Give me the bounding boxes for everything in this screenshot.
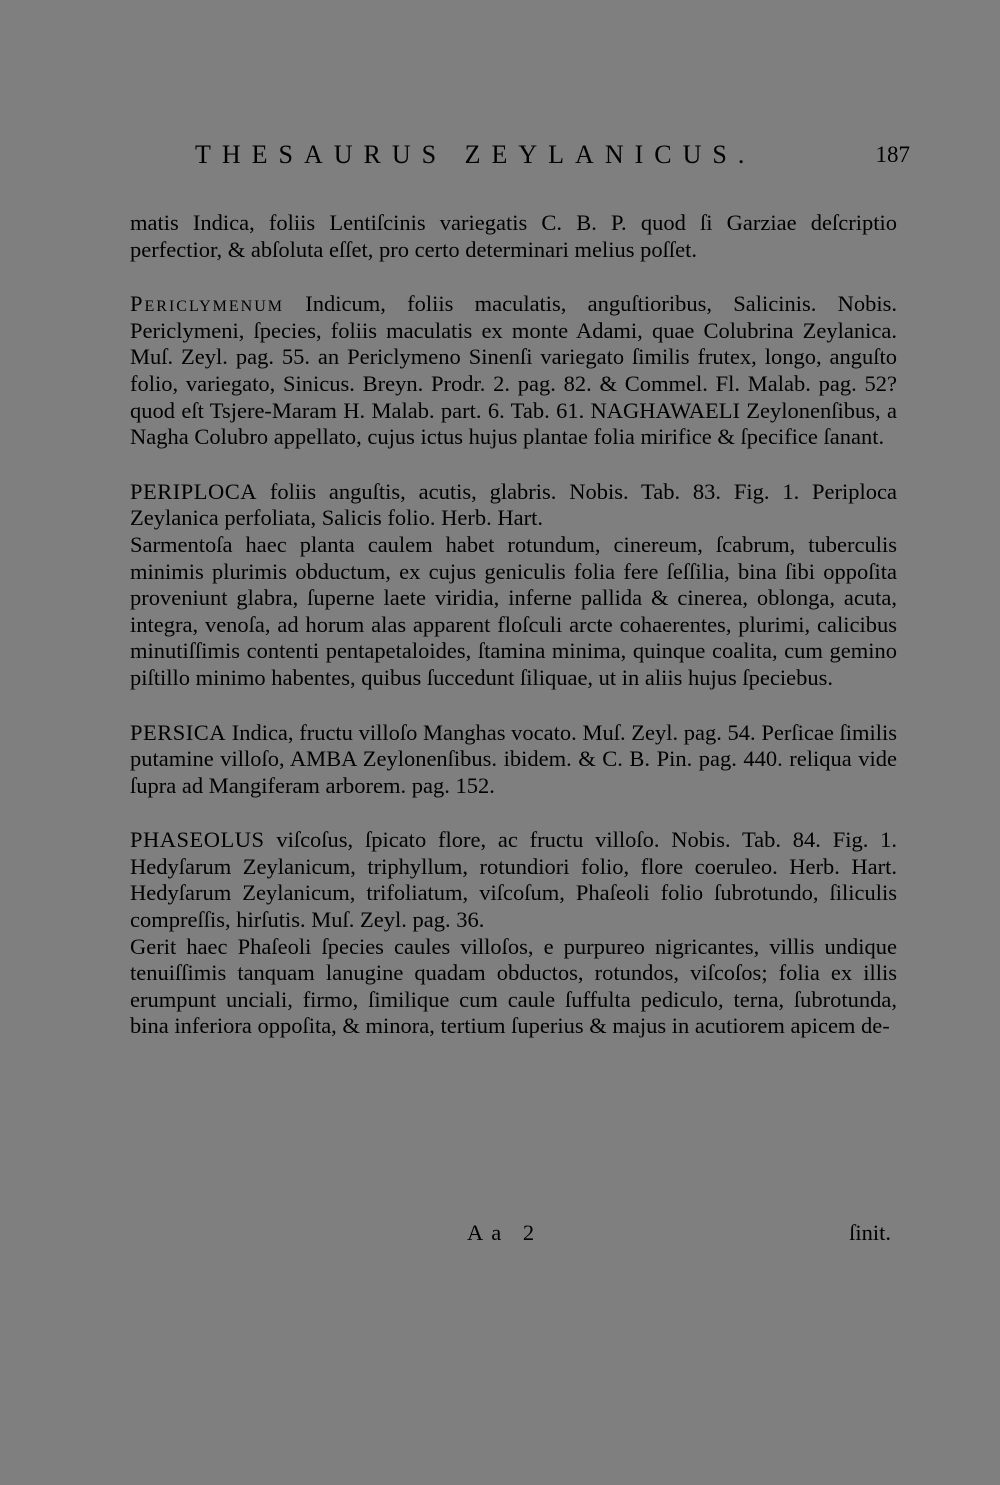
entry-text: Indica, fructu villoſo Manghas vocato. Muſ. Zeyl. pag. 54. Perſicae ſimilis putamine villoſo, AMBA Zeylonenſibus. ibidem. & C. B. Pin. pag. 440. reliqua vide ſupra ad Mangiferam arborem. pag. 152. bbox=[130, 719, 897, 798]
entry-text: matis Indica, foliis Lentiſcinis variegatis C. B. P. quod ſi Garziae deſcriptio perfectior, & abſoluta eſſet, pro certo determinari melius poſſet. bbox=[130, 210, 897, 262]
entry-paragraph bbox=[102, 291, 897, 451]
page-footer bbox=[102, 1220, 897, 1248]
entry-text: foliis anguſtis, acutis, glabris. Nobis. Tab. 83. Fig. 1. Periploca Zeylanica perfoliata, Salicis folio. Herb. Hart. bbox=[130, 478, 897, 531]
entry-periclymenum bbox=[102, 291, 897, 451]
entry-description: Gerit haec Phaſeoli ſpecies caules villoſos, e purpureo nigricantes, villis undique tenuiſſimis tanquam lanugine quadam obductos, rotundos, viſcoſos; folia ex illis erumpunt unciali, firmo, ſimilique cum caule ſuffulta pediculo, terna, ſubrotunda, bina inferiora oppoſita, & minora, tertium ſuperius & majus in acutiorem apicem de- bbox=[130, 933, 897, 1039]
running-title: THESAURUS ZEYLANICUS. bbox=[195, 140, 756, 169]
entry-periploca bbox=[102, 479, 897, 692]
catchword: ſinit. bbox=[849, 1220, 891, 1245]
page-number: 187 bbox=[875, 142, 910, 167]
entry-continuation bbox=[102, 210, 897, 263]
entry-text: Indicum, foliis maculatis, anguſtioribus, Salicinis. Nobis. Periclymeni, ſpecies, foliis maculatis ex monte Adami, quae Colubrina Zeylanica. Muſ. Zeyl. pag. 55. an Periclymeno Sinenſi variegato ſimilis frutex, longo, anguſto folio, variegato, Sinicus. Breyn. Prodr. 2. pag. 82. & Commel. Fl. Malab. pag. 52? quod eſt Tsjere-Maram H. Malab. part. 6. Tab. 61. NAGHAWAELI Zeylonenſibus, a Nagha Colubro appellato, cujus ictus hujus plantae folia mirifice & ſpecifice ſanant. bbox=[130, 291, 897, 450]
entry-paragraph bbox=[102, 827, 897, 933]
signature-mark: Aa 2 bbox=[467, 1220, 543, 1245]
entry-lemma: Periclymenum bbox=[130, 291, 285, 317]
page-body bbox=[102, 210, 897, 1068]
entry-lemma: PERIPLOCA bbox=[130, 478, 258, 504]
entry-persica bbox=[102, 720, 897, 800]
page-header bbox=[195, 140, 910, 176]
entry-lemma: PERSICA bbox=[130, 719, 227, 745]
entry-lemma: PHASEOLUS bbox=[130, 827, 265, 853]
entry-phaseolus bbox=[102, 827, 897, 1040]
entry-description: Sarmentoſa haec planta caulem habet rotundum, cinereum, ſcabrum, tuberculis minimis plurimis obductum, ex cujus geniculis folia fere ſeſſilia, bina ſibi oppoſita proveniunt glabra, ſuperne laete viridia, inferne pallida & cinerea, oblonga, acuta, integra, venoſa, ad horum alas apparent floſculi arcte cohaerentes, plurimi, calicibus minutiſſimis contenti pentapetaloides, ſtamina minima, quinque coalita, cum gemino piſtillo minimo habentes, quibus ſuccedunt ſiliquae, ut in aliis hujus ſpeciebus. bbox=[130, 531, 897, 690]
entry-paragraph bbox=[102, 720, 897, 800]
entry-paragraph bbox=[102, 479, 897, 532]
entry-text: viſcoſus, ſpicato flore, ac fructu villoſo. Nobis. Tab. 84. Fig. 1. Hedyſarum Zeylanicum, triphyllum, rotundiori folio, flore coeruleo. Herb. Hart. Hedyſarum Zeylanicum, trifoliatum, viſcoſum, Phaſeoli folio ſubrotundo, ſiliculis compreſſis, hirſutis. Muſ. Zeyl. pag. 36. bbox=[130, 827, 898, 933]
